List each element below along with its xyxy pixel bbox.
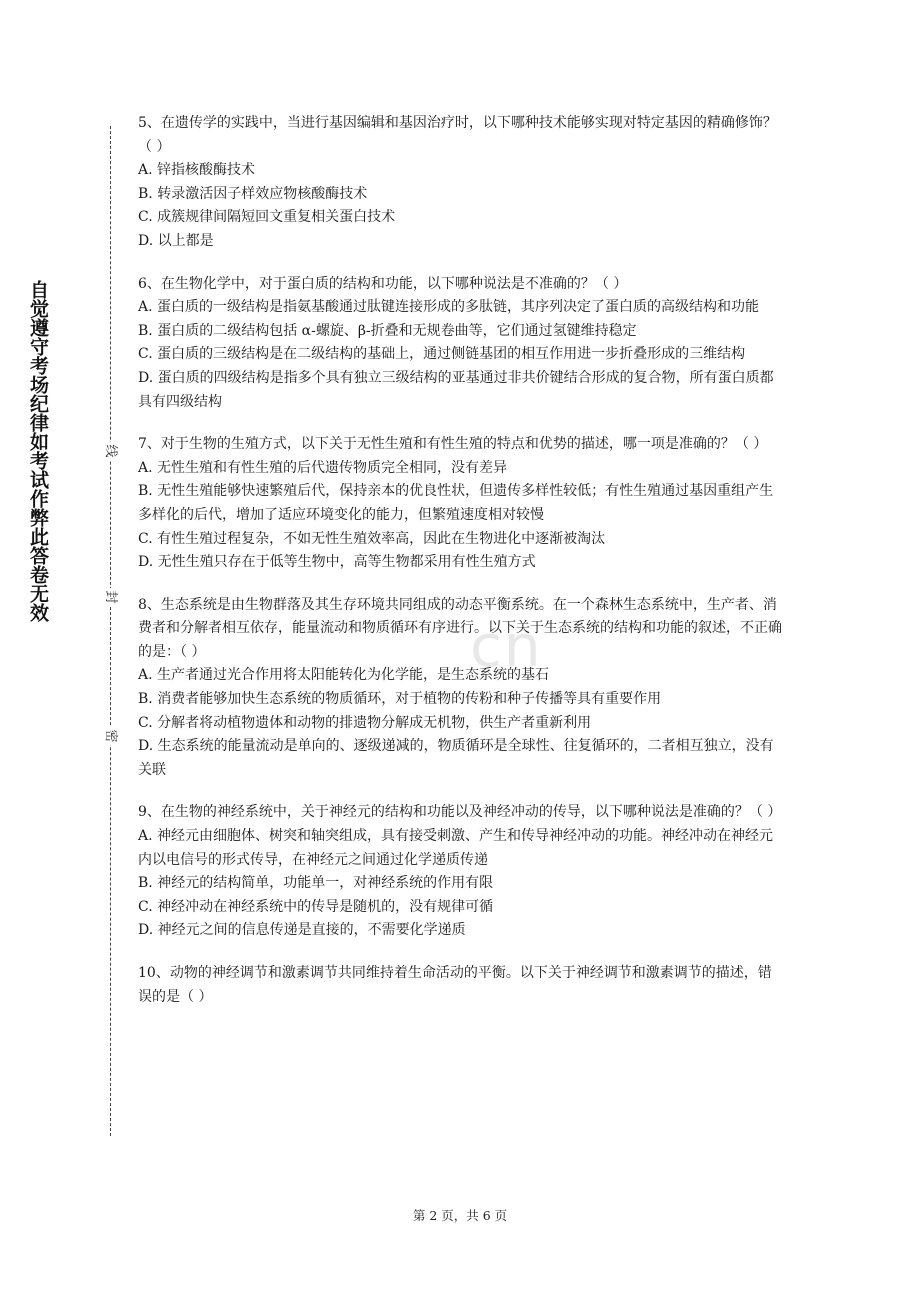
option-c: C. 神经冲动在神经系统中的传导是随机的，没有规律可循 [138, 898, 494, 915]
option-c: C. 分解者将动植物遗体和动物的排遗物分解成无机物，供生产者重新利用 [138, 714, 592, 731]
question-stem: 5、在遗传学的实践中，当进行基因编辑和基因治疗时，以下哪种技术能够实现对特定基因的精确修饰？（ ） [138, 115, 777, 155]
question-9 [138, 801, 783, 943]
question-7 [138, 433, 783, 575]
question-10 [138, 962, 783, 1009]
option-c: C. 成簇规律间隔短回文重复相关蛋白技术 [138, 209, 396, 226]
question-6 [138, 273, 783, 415]
binding-dashed-line [110, 126, 111, 1136]
option-a: A. 蛋白质的一级结构是指氨基酸通过肽键连接形成的多肽链，其序列决定了蛋白质的高级结构和功能 [138, 299, 760, 316]
question-stem: 10、动物的神经调节和激素调节共同维持着生命活动的平衡。以下关于神经调节和激素调节的描述，错误的是（ ） [138, 965, 772, 1005]
question-stem: 6、在生物化学中，对于蛋白质的结构和功能，以下哪种说法是不准确的？（ ） [138, 275, 628, 292]
option-b: B. 消费者能够加快生态系统的物质循环，对于植物的传粉和种子传播等具有重要作用 [138, 691, 662, 708]
option-c: C. 有性生殖过程复杂，不如无性生殖效率高，因此在生物进化中逐渐被淘汰 [138, 530, 606, 547]
option-b: B. 神经元的结构简单，功能单一，对神经系统的作用有限 [138, 875, 494, 892]
option-d: D. 蛋白质的四级结构是指多个具有独立三级结构的亚基通过非共价键结合形成的复合物，所有蛋白质都具有四级结构 [138, 369, 774, 410]
option-b: B. 转录激活因子样效应物核酸酶技术 [138, 185, 368, 202]
page-number-footer: 第 2 页，共 6 页 [412, 1208, 508, 1223]
option-a: A. 生产者通过光合作用将太阳能转化为化学能，是生态系统的基石 [138, 667, 550, 684]
binding-mark-secret: 密 [101, 727, 119, 745]
question-8 [138, 594, 783, 783]
question-list [138, 112, 783, 1028]
option-d: D. 神经元之间的信息传递是直接的，不需要化学递质 [138, 922, 466, 939]
option-d: D. 生态系统的能量流动是单向的、逐级递减的，物质循环是全球性、往复循环的，二者相互独立，没有关联 [138, 738, 774, 778]
watermark: cn [470, 612, 543, 680]
binding-mark-seal: 封 [101, 588, 119, 606]
option-a: A. 锌指核酸酶技术 [138, 162, 256, 179]
question-stem: 8、生态系统是由生物群落及其生存环境共同组成的动态平衡系统。在一个森林生态系统中，生产者、消费者和分解者相互依存，能量流动和物质循环有序进行。以下关于生态系统的结构和功能的叙述，不正确的是：（ ） [138, 596, 782, 660]
question-5 [138, 112, 783, 254]
option-a: A. 无性生殖和有性生殖的后代遗传物质完全相同，没有差异 [138, 459, 508, 476]
option-d: D. 无性生殖只存在于低等生物中，高等生物都采用有性生殖方式 [138, 554, 536, 571]
option-a: A. 神经元由细胞体、树突和轴突组成，具有接受刺激、产生和传导神经冲动的功能。神经冲动在神经元内以电信号的形式传导，在神经元之间通过化学递质传递 [138, 828, 774, 868]
option-b: B. 无性生殖能够快速繁殖后代，保持亲本的优良性状，但遗传多样性较低；有性生殖通过基因重组产生多样化的后代，增加了适应环境变化的能力，但繁殖速度相对较慢 [138, 483, 774, 523]
question-stem: 7、对于生物的生殖方式，以下关于无性生殖和有性生殖的特点和优势的描述，哪一项是准确的？（ ） [138, 436, 768, 453]
option-c: C. 蛋白质的三级结构是在二级结构的基础上，通过侧链基团的相互作用进一步折叠形成的三维结构 [138, 346, 746, 363]
option-d: D. 以上都是 [138, 232, 214, 249]
binding-mark-line: 线 [101, 442, 119, 460]
question-stem: 9、在生物的神经系统中，关于神经元的结构和功能以及神经冲动的传导，以下哪种说法是准确的？（ ） [138, 804, 782, 821]
exam-discipline-notice: 自觉遵守考场纪律如考试作弊此答卷无效 [27, 280, 49, 622]
option-b: B. 蛋白质的二级结构包括 α-螺旋、β-折叠和无规卷曲等，它们通过氢键维持稳定 [138, 322, 637, 339]
